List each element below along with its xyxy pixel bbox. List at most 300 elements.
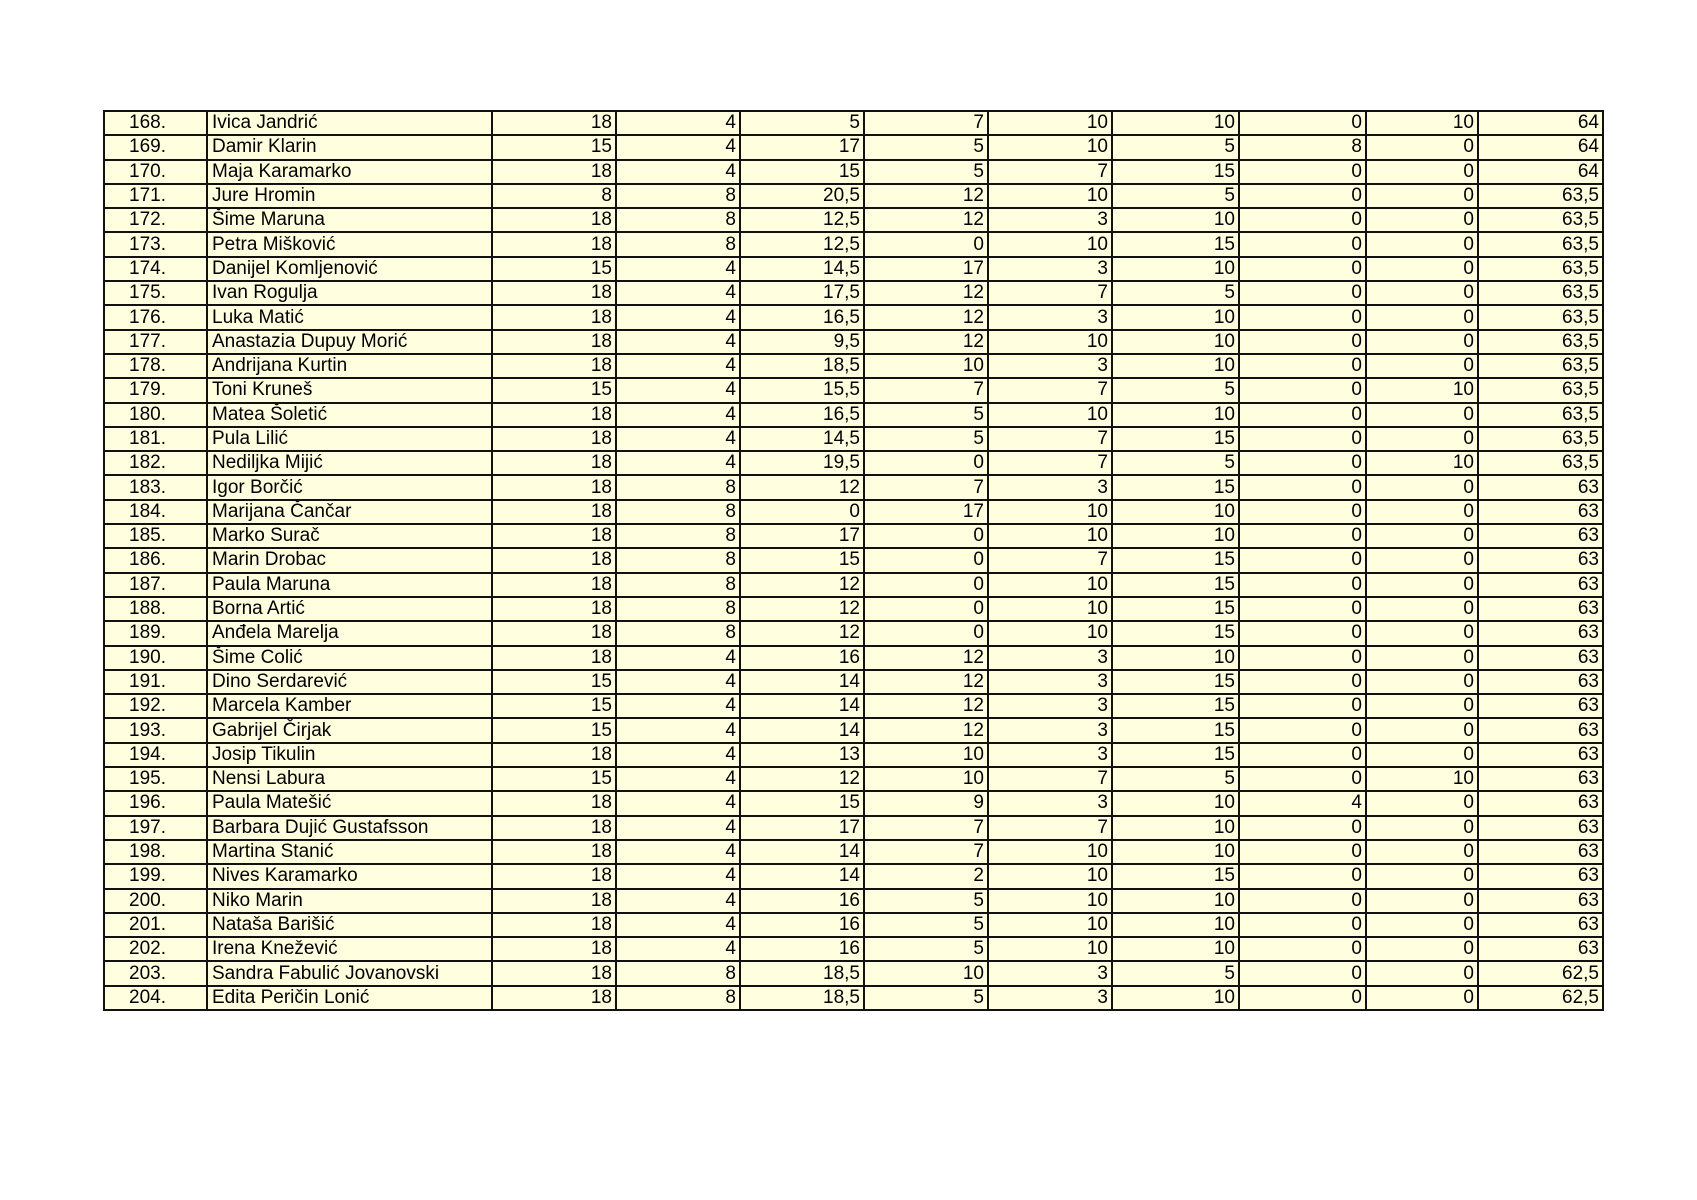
name-cell: Jure Hromin (207, 184, 492, 208)
score-cell: 7 (988, 816, 1112, 840)
score-cell: 12 (864, 281, 988, 305)
table-row (104, 937, 1603, 961)
score-cell: 15 (492, 257, 616, 281)
score-cell: 7 (864, 111, 988, 135)
table-row (104, 840, 1603, 864)
score-cell: 15 (492, 670, 616, 694)
rank-cell: 176. (104, 305, 207, 329)
table-row (104, 208, 1603, 232)
rank-cell: 202. (104, 937, 207, 961)
score-cell: 4 (616, 354, 740, 378)
score-cell: 0 (864, 232, 988, 256)
total-cell: 64 (1478, 111, 1603, 135)
score-cell: 14 (740, 840, 864, 864)
score-cell: 0 (864, 621, 988, 645)
name-cell: Dino Serdarević (207, 670, 492, 694)
score-cell: 10 (1366, 378, 1478, 402)
table-row (104, 305, 1603, 329)
total-cell: 63 (1478, 646, 1603, 670)
name-cell: Borna Artić (207, 597, 492, 621)
table-row (104, 913, 1603, 937)
score-cell: 4 (1239, 791, 1366, 815)
score-cell: 5 (864, 913, 988, 937)
score-cell: 7 (864, 378, 988, 402)
name-cell: Nataša Barišić (207, 913, 492, 937)
score-cell: 10 (1112, 403, 1239, 427)
score-cell: 5 (1112, 378, 1239, 402)
rank-cell: 185. (104, 524, 207, 548)
rank-cell: 180. (104, 403, 207, 427)
score-cell: 0 (1239, 621, 1366, 645)
score-cell: 18 (492, 451, 616, 475)
total-cell: 63 (1478, 718, 1603, 742)
score-cell: 0 (864, 524, 988, 548)
score-cell: 0 (1239, 670, 1366, 694)
table-row (104, 597, 1603, 621)
score-cell: 12 (864, 208, 988, 232)
rank-cell: 177. (104, 330, 207, 354)
score-cell: 10 (864, 961, 988, 985)
score-cell: 15 (1112, 621, 1239, 645)
rank-cell: 193. (104, 718, 207, 742)
total-cell: 63,5 (1478, 232, 1603, 256)
score-cell: 4 (616, 403, 740, 427)
score-cell: 0 (1366, 281, 1478, 305)
score-cell: 18 (492, 913, 616, 937)
score-cell: 0 (1239, 403, 1366, 427)
score-cell: 17 (864, 257, 988, 281)
score-cell: 7 (864, 816, 988, 840)
score-cell: 4 (616, 718, 740, 742)
score-cell: 0 (1366, 160, 1478, 184)
score-cell: 10 (1112, 840, 1239, 864)
table-row (104, 135, 1603, 159)
rank-cell: 168. (104, 111, 207, 135)
name-cell: Edita Peričin Lonić (207, 986, 492, 1010)
score-cell: 0 (1239, 160, 1366, 184)
score-cell: 10 (988, 184, 1112, 208)
table-row (104, 621, 1603, 645)
score-cell: 0 (1366, 694, 1478, 718)
name-cell: Irena Knežević (207, 937, 492, 961)
score-cell: 0 (1239, 184, 1366, 208)
score-cell: 14,5 (740, 257, 864, 281)
score-cell: 8 (616, 475, 740, 499)
rank-cell: 192. (104, 694, 207, 718)
total-cell: 63,5 (1478, 451, 1603, 475)
table-row (104, 816, 1603, 840)
name-cell: Maja Karamarko (207, 160, 492, 184)
score-cell: 0 (864, 597, 988, 621)
score-cell: 15 (492, 378, 616, 402)
score-cell: 18 (492, 597, 616, 621)
score-cell: 5 (1112, 135, 1239, 159)
score-cell: 2 (864, 864, 988, 888)
score-cell: 7 (864, 840, 988, 864)
total-cell: 63 (1478, 524, 1603, 548)
score-cell: 10 (1112, 937, 1239, 961)
total-cell: 63,5 (1478, 378, 1603, 402)
rank-cell: 179. (104, 378, 207, 402)
score-cell: 7 (988, 427, 1112, 451)
score-cell: 10 (864, 743, 988, 767)
score-cell: 16 (740, 646, 864, 670)
score-cell: 4 (616, 378, 740, 402)
table-row (104, 573, 1603, 597)
score-cell: 0 (1239, 743, 1366, 767)
name-cell: Barbara Dujić Gustafsson (207, 816, 492, 840)
score-cell: 18 (492, 427, 616, 451)
rank-cell: 171. (104, 184, 207, 208)
score-cell: 18 (492, 937, 616, 961)
score-cell: 18 (492, 354, 616, 378)
score-cell: 0 (1239, 840, 1366, 864)
table-row (104, 184, 1603, 208)
score-cell: 3 (988, 646, 1112, 670)
table-row (104, 475, 1603, 499)
score-cell: 3 (988, 670, 1112, 694)
score-cell: 15 (740, 791, 864, 815)
score-cell: 8 (1239, 135, 1366, 159)
score-cell: 0 (1239, 378, 1366, 402)
table-row (104, 160, 1603, 184)
rank-cell: 195. (104, 767, 207, 791)
score-cell: 0 (1366, 573, 1478, 597)
name-cell: Anđela Marelja (207, 621, 492, 645)
total-cell: 63 (1478, 913, 1603, 937)
rank-cell: 172. (104, 208, 207, 232)
total-cell: 64 (1478, 160, 1603, 184)
results-table (103, 110, 1604, 1011)
score-cell: 0 (1366, 475, 1478, 499)
score-cell: 12 (740, 767, 864, 791)
score-cell: 9 (864, 791, 988, 815)
score-cell: 0 (1239, 281, 1366, 305)
score-cell: 5 (864, 986, 988, 1010)
score-cell: 18 (492, 864, 616, 888)
score-cell: 14,5 (740, 427, 864, 451)
rank-cell: 183. (104, 475, 207, 499)
score-cell: 12 (864, 330, 988, 354)
name-cell: Gabrijel Čirjak (207, 718, 492, 742)
score-cell: 3 (988, 694, 1112, 718)
score-cell: 0 (1239, 548, 1366, 572)
score-cell: 4 (616, 305, 740, 329)
score-cell: 15 (492, 718, 616, 742)
score-cell: 0 (1239, 767, 1366, 791)
score-cell: 10 (988, 524, 1112, 548)
rank-cell: 188. (104, 597, 207, 621)
score-cell: 0 (1239, 354, 1366, 378)
score-cell: 0 (1366, 889, 1478, 913)
rank-cell: 182. (104, 451, 207, 475)
score-cell: 15 (492, 767, 616, 791)
score-cell: 15 (1112, 232, 1239, 256)
score-cell: 18,5 (740, 354, 864, 378)
score-cell: 12 (864, 184, 988, 208)
rank-cell: 203. (104, 961, 207, 985)
score-cell: 10 (988, 500, 1112, 524)
score-cell: 16 (740, 889, 864, 913)
name-cell: Toni Kruneš (207, 378, 492, 402)
score-cell: 0 (1366, 597, 1478, 621)
total-cell: 62,5 (1478, 986, 1603, 1010)
score-cell: 16 (740, 937, 864, 961)
score-cell: 4 (616, 913, 740, 937)
score-cell: 10 (1112, 524, 1239, 548)
score-cell: 12 (864, 670, 988, 694)
name-cell: Igor Borčić (207, 475, 492, 499)
score-cell: 10 (1112, 986, 1239, 1010)
score-cell: 12 (740, 621, 864, 645)
score-cell: 0 (1366, 354, 1478, 378)
name-cell: Martina Stanić (207, 840, 492, 864)
score-cell: 5 (864, 937, 988, 961)
score-cell: 4 (616, 937, 740, 961)
rank-cell: 191. (104, 670, 207, 694)
score-cell: 18 (492, 621, 616, 645)
score-cell: 7 (988, 160, 1112, 184)
score-cell: 4 (616, 281, 740, 305)
score-cell: 15 (1112, 670, 1239, 694)
table-row (104, 232, 1603, 256)
score-cell: 3 (988, 257, 1112, 281)
total-cell: 63 (1478, 767, 1603, 791)
score-cell: 4 (616, 160, 740, 184)
score-cell: 20,5 (740, 184, 864, 208)
name-cell: Nensi Labura (207, 767, 492, 791)
name-cell: Luka Matić (207, 305, 492, 329)
score-cell: 0 (1239, 475, 1366, 499)
score-cell: 0 (1366, 524, 1478, 548)
score-cell: 5 (1112, 281, 1239, 305)
name-cell: Petra Mišković (207, 232, 492, 256)
rank-cell: 181. (104, 427, 207, 451)
score-cell: 0 (1366, 937, 1478, 961)
table-row (104, 281, 1603, 305)
name-cell: Pula Lilić (207, 427, 492, 451)
score-cell: 0 (1239, 986, 1366, 1010)
score-cell: 10 (1112, 913, 1239, 937)
score-cell: 0 (1366, 330, 1478, 354)
score-cell: 18 (492, 208, 616, 232)
score-cell: 18,5 (740, 986, 864, 1010)
score-cell: 8 (616, 986, 740, 1010)
score-cell: 4 (616, 864, 740, 888)
score-cell: 15 (1112, 573, 1239, 597)
score-cell: 15 (740, 548, 864, 572)
score-cell: 0 (1239, 937, 1366, 961)
score-cell: 12 (740, 573, 864, 597)
table-row (104, 427, 1603, 451)
name-cell: Sandra Fabulić Jovanovski (207, 961, 492, 985)
score-cell: 4 (616, 427, 740, 451)
total-cell: 63 (1478, 670, 1603, 694)
score-cell: 16 (740, 913, 864, 937)
score-cell: 0 (1366, 135, 1478, 159)
score-cell: 12 (864, 718, 988, 742)
score-cell: 18 (492, 548, 616, 572)
score-cell: 0 (1366, 305, 1478, 329)
rank-cell: 190. (104, 646, 207, 670)
score-cell: 0 (1366, 670, 1478, 694)
score-cell: 9,5 (740, 330, 864, 354)
score-cell: 17 (740, 816, 864, 840)
score-cell: 14 (740, 864, 864, 888)
score-cell: 14 (740, 718, 864, 742)
table-row (104, 403, 1603, 427)
score-cell: 18 (492, 475, 616, 499)
total-cell: 63 (1478, 573, 1603, 597)
score-cell: 10 (1112, 500, 1239, 524)
score-cell: 10 (988, 111, 1112, 135)
total-cell: 63 (1478, 840, 1603, 864)
score-cell: 5 (864, 160, 988, 184)
score-cell: 5 (864, 403, 988, 427)
score-cell: 12,5 (740, 208, 864, 232)
table-row (104, 646, 1603, 670)
table-row (104, 524, 1603, 548)
total-cell: 63,5 (1478, 330, 1603, 354)
score-cell: 0 (1239, 597, 1366, 621)
score-cell: 19,5 (740, 451, 864, 475)
score-cell: 0 (1239, 816, 1366, 840)
table-row (104, 986, 1603, 1010)
score-cell: 4 (616, 816, 740, 840)
score-cell: 18 (492, 524, 616, 548)
score-cell: 3 (988, 986, 1112, 1010)
score-cell: 4 (616, 111, 740, 135)
rank-cell: 173. (104, 232, 207, 256)
table-row (104, 548, 1603, 572)
score-cell: 12 (864, 694, 988, 718)
score-cell: 5 (864, 135, 988, 159)
score-cell: 10 (988, 621, 1112, 645)
score-cell: 3 (988, 718, 1112, 742)
name-cell: Josip Tikulin (207, 743, 492, 767)
table-row (104, 451, 1603, 475)
total-cell: 64 (1478, 135, 1603, 159)
table-row (104, 889, 1603, 913)
rank-cell: 199. (104, 864, 207, 888)
score-cell: 3 (988, 354, 1112, 378)
total-cell: 63,5 (1478, 354, 1603, 378)
name-cell: Nives Karamarko (207, 864, 492, 888)
score-cell: 12 (864, 305, 988, 329)
score-cell: 18,5 (740, 961, 864, 985)
score-cell: 10 (864, 767, 988, 791)
total-cell: 63 (1478, 791, 1603, 815)
rank-cell: 178. (104, 354, 207, 378)
score-cell: 5 (1112, 451, 1239, 475)
score-cell: 7 (988, 548, 1112, 572)
score-cell: 4 (616, 840, 740, 864)
table-row (104, 354, 1603, 378)
score-cell: 18 (492, 111, 616, 135)
score-cell: 10 (1112, 111, 1239, 135)
total-cell: 63 (1478, 621, 1603, 645)
score-cell: 18 (492, 500, 616, 524)
score-cell: 8 (616, 597, 740, 621)
name-cell: Danijel Komljenović (207, 257, 492, 281)
score-cell: 10 (864, 354, 988, 378)
score-cell: 4 (616, 330, 740, 354)
score-cell: 12 (740, 475, 864, 499)
score-cell: 10 (1112, 330, 1239, 354)
score-cell: 0 (1366, 427, 1478, 451)
score-cell: 0 (1366, 208, 1478, 232)
score-cell: 0 (1366, 257, 1478, 281)
score-cell: 0 (864, 548, 988, 572)
score-cell: 0 (1239, 694, 1366, 718)
score-cell: 0 (1239, 573, 1366, 597)
score-cell: 7 (988, 767, 1112, 791)
total-cell: 63 (1478, 548, 1603, 572)
table-row (104, 330, 1603, 354)
score-cell: 18 (492, 646, 616, 670)
total-cell: 63,5 (1478, 427, 1603, 451)
total-cell: 63 (1478, 816, 1603, 840)
name-cell: Paula Matešić (207, 791, 492, 815)
name-cell: Marcela Kamber (207, 694, 492, 718)
score-cell: 0 (864, 451, 988, 475)
score-cell: 10 (1112, 791, 1239, 815)
score-cell: 0 (1239, 232, 1366, 256)
name-cell: Nediljka Mijić (207, 451, 492, 475)
score-cell: 18 (492, 791, 616, 815)
score-cell: 10 (988, 573, 1112, 597)
table-row (104, 743, 1603, 767)
score-cell: 10 (1366, 111, 1478, 135)
total-cell: 63 (1478, 475, 1603, 499)
table-row (104, 864, 1603, 888)
rank-cell: 184. (104, 500, 207, 524)
score-cell: 8 (616, 232, 740, 256)
table-row (104, 961, 1603, 985)
score-cell: 4 (616, 670, 740, 694)
score-cell: 7 (988, 378, 1112, 402)
score-cell: 7 (988, 451, 1112, 475)
score-cell: 15 (1112, 427, 1239, 451)
score-cell: 17 (740, 135, 864, 159)
table-row (104, 694, 1603, 718)
score-cell: 0 (1366, 791, 1478, 815)
score-cell: 15 (1112, 160, 1239, 184)
name-cell: Ivica Jandrić (207, 111, 492, 135)
score-cell: 8 (616, 208, 740, 232)
score-cell: 10 (1112, 305, 1239, 329)
score-cell: 10 (988, 937, 1112, 961)
total-cell: 62,5 (1478, 961, 1603, 985)
rank-cell: 201. (104, 913, 207, 937)
score-cell: 0 (1366, 816, 1478, 840)
total-cell: 63 (1478, 500, 1603, 524)
score-cell: 0 (864, 573, 988, 597)
name-cell: Anastazia Dupuy Morić (207, 330, 492, 354)
score-cell: 5 (864, 889, 988, 913)
rank-cell: 194. (104, 743, 207, 767)
score-cell: 0 (1366, 743, 1478, 767)
score-cell: 0 (1239, 330, 1366, 354)
rank-cell: 174. (104, 257, 207, 281)
score-cell: 4 (616, 646, 740, 670)
name-cell: Niko Marin (207, 889, 492, 913)
score-cell: 8 (616, 573, 740, 597)
total-cell: 63,5 (1478, 281, 1603, 305)
total-cell: 63,5 (1478, 184, 1603, 208)
score-cell: 0 (1366, 548, 1478, 572)
score-cell: 0 (1239, 524, 1366, 548)
